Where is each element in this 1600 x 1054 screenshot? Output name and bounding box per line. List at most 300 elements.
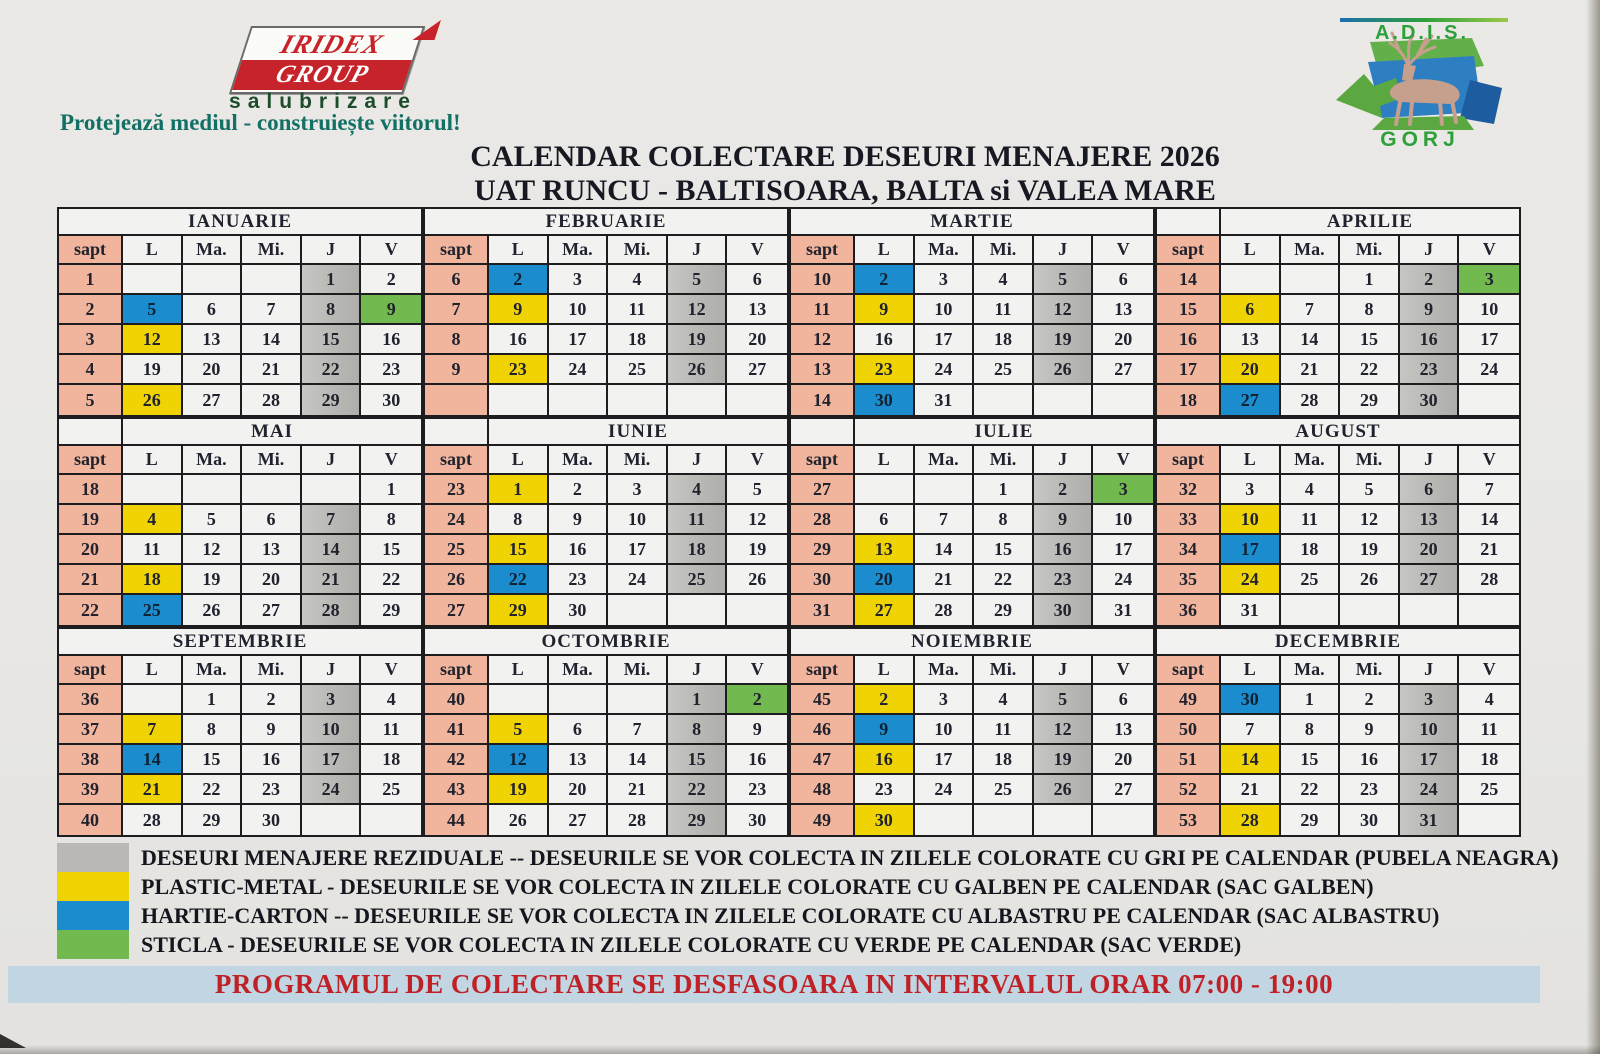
day-cell: 16 <box>242 745 302 775</box>
week-row <box>1157 745 1519 775</box>
week-row <box>1157 565 1519 595</box>
day-cell-yellow: 7 <box>123 715 183 745</box>
day-cell: 26 <box>489 805 549 835</box>
week-row <box>791 355 1153 385</box>
week-row <box>1157 325 1519 355</box>
day-cell: 28 <box>123 805 183 835</box>
day-cell: 30 <box>361 385 421 415</box>
month-title-row <box>59 209 421 236</box>
day-cell: 18 <box>1281 535 1341 565</box>
day-col-header: V <box>1459 446 1519 475</box>
day-cell-gray: 17 <box>1400 745 1460 775</box>
day-cell-blue: 25 <box>123 595 183 625</box>
day-cell: 4 <box>1459 685 1519 715</box>
gorj-text: GORJ <box>1380 128 1460 151</box>
week-number: 46 <box>791 715 855 745</box>
day-cell: 23 <box>855 775 915 805</box>
adis-gorj-logo-icon <box>1322 12 1522 152</box>
day-cell: 4 <box>974 265 1034 295</box>
month-title: AUGUST <box>1157 419 1519 446</box>
day-cell: 3 <box>915 265 975 295</box>
day-cell-blue: 12 <box>489 745 549 775</box>
day-col-header: Ma. <box>549 656 609 685</box>
month-title-row <box>425 629 787 656</box>
day-cell <box>242 475 302 505</box>
day-cell-gray: 10 <box>1400 715 1460 745</box>
week-number: 12 <box>791 325 855 355</box>
day-cell-yellow: 26 <box>123 385 183 415</box>
day-cell: 19 <box>123 355 183 385</box>
day-cell-gray: 25 <box>668 565 728 595</box>
day-cell: 13 <box>549 745 609 775</box>
day-cell <box>123 685 183 715</box>
month-title: NOIEMBRIE <box>791 629 1153 656</box>
day-col-header: Ma. <box>1281 236 1341 265</box>
collection-hours-text: PROGRAMUL DE COLECTARE SE DESFASOARA IN INTERVALUL ORAR 07:00 - 19:00 <box>214 969 1334 999</box>
day-cell-gray: 4 <box>668 475 728 505</box>
day-header-row <box>1157 656 1519 685</box>
day-cell-gray: 10 <box>302 715 362 745</box>
day-col-header: Ma. <box>549 236 609 265</box>
week-number: 15 <box>1157 295 1221 325</box>
day-col-header: J <box>302 656 362 685</box>
day-cell-gray: 22 <box>302 355 362 385</box>
day-cell-yellow: 1 <box>489 475 549 505</box>
day-cell: 16 <box>489 325 549 355</box>
week-number: 31 <box>791 595 855 625</box>
day-cell: 21 <box>1281 355 1341 385</box>
day-cell: 20 <box>1093 325 1153 355</box>
day-cell: 7 <box>1221 715 1281 745</box>
day-col-header: V <box>1093 236 1153 265</box>
day-cell-yellow: 14 <box>1221 745 1281 775</box>
week-col-header: sapt <box>59 236 123 265</box>
month-title: MARTIE <box>791 209 1153 236</box>
day-cell-blue: 27 <box>1221 385 1281 415</box>
week-row <box>791 325 1153 355</box>
day-cell: 22 <box>1281 775 1341 805</box>
day-cell: 2 <box>242 685 302 715</box>
day-col-header: J <box>1400 656 1460 685</box>
day-cell: 5 <box>183 505 243 535</box>
day-cell: 24 <box>915 775 975 805</box>
day-cell: 20 <box>183 355 243 385</box>
day-cell: 15 <box>1340 325 1400 355</box>
day-header-row <box>425 656 787 685</box>
day-cell <box>1459 385 1519 415</box>
legend-item <box>57 930 1547 959</box>
week-row <box>425 325 787 355</box>
week-row <box>791 775 1153 805</box>
week-number: 28 <box>791 505 855 535</box>
day-cell: 26 <box>183 595 243 625</box>
day-cell: 4 <box>361 685 421 715</box>
day-cell: 7 <box>1281 295 1341 325</box>
day-col-header: Ma. <box>915 236 975 265</box>
day-cell: 16 <box>855 325 915 355</box>
day-cell: 12 <box>727 505 787 535</box>
day-col-header: Ma. <box>183 446 243 475</box>
week-row <box>59 595 421 625</box>
week-number: 13 <box>791 355 855 385</box>
week-row <box>1157 775 1519 805</box>
day-col-header: Mi. <box>974 236 1034 265</box>
day-cell-gray: 15 <box>668 745 728 775</box>
day-cell: 14 <box>608 745 668 775</box>
day-cell: 18 <box>1459 745 1519 775</box>
week-col-header: sapt <box>1157 656 1221 685</box>
day-cell: 6 <box>727 265 787 295</box>
week-number: 45 <box>791 685 855 715</box>
week-row <box>59 715 421 745</box>
week-number: 53 <box>1157 805 1221 835</box>
legend-swatch-green <box>57 930 129 959</box>
week-number: 11 <box>791 295 855 325</box>
day-cell: 30 <box>1340 805 1400 835</box>
day-cell: 25 <box>974 775 1034 805</box>
week-row <box>425 295 787 325</box>
day-cell <box>302 805 362 835</box>
day-cell-gray: 15 <box>302 325 362 355</box>
day-cell: 10 <box>915 295 975 325</box>
day-cell: 19 <box>183 565 243 595</box>
day-col-header: L <box>123 656 183 685</box>
week-number: 4 <box>59 355 123 385</box>
day-cell-gray: 5 <box>668 265 728 295</box>
week-number: 32 <box>1157 475 1221 505</box>
day-col-header: V <box>1459 656 1519 685</box>
month-title: IULIE <box>855 419 1153 446</box>
day-cell: 16 <box>1340 745 1400 775</box>
week-row <box>425 265 787 295</box>
week-row <box>791 685 1153 715</box>
week-row <box>1157 685 1519 715</box>
day-cell: 10 <box>608 505 668 535</box>
day-cell: 11 <box>361 715 421 745</box>
day-cell-gray: 24 <box>1400 775 1460 805</box>
day-cell: 3 <box>915 685 975 715</box>
week-row <box>59 385 421 415</box>
week-row <box>1157 385 1519 415</box>
day-cell: 2 <box>1340 685 1400 715</box>
day-cell-gray: 30 <box>1400 385 1460 415</box>
day-cell: 29 <box>361 595 421 625</box>
day-cell: 6 <box>1093 685 1153 715</box>
day-cell: 5 <box>727 475 787 505</box>
day-cell-gray: 30 <box>1034 595 1094 625</box>
day-cell-gray: 23 <box>1034 565 1094 595</box>
day-cell: 27 <box>1093 355 1153 385</box>
day-cell: 2 <box>549 475 609 505</box>
day-cell <box>1221 265 1281 295</box>
week-row <box>425 685 787 715</box>
week-number: 35 <box>1157 565 1221 595</box>
day-cell: 18 <box>361 745 421 775</box>
day-cell: 10 <box>1093 505 1153 535</box>
day-cell: 28 <box>242 385 302 415</box>
day-cell <box>855 475 915 505</box>
week-col-header: sapt <box>791 236 855 265</box>
day-cell: 28 <box>608 805 668 835</box>
day-col-header: V <box>1459 236 1519 265</box>
week-number: 16 <box>1157 325 1221 355</box>
week-row <box>1157 535 1519 565</box>
day-cell <box>727 595 787 625</box>
day-cell: 4 <box>1281 475 1341 505</box>
day-cell: 20 <box>727 325 787 355</box>
week-number: 14 <box>1157 265 1221 295</box>
week-number: 22 <box>59 595 123 625</box>
month-title: SEPTEMBRIE <box>59 629 421 656</box>
day-col-header: Ma. <box>1281 446 1341 475</box>
day-cell: 9 <box>1340 715 1400 745</box>
day-col-header: Ma. <box>183 236 243 265</box>
day-cell: 13 <box>1093 715 1153 745</box>
day-cell: 3 <box>549 265 609 295</box>
document-titles <box>300 140 1390 208</box>
day-cell-gray: 1 <box>668 685 728 715</box>
day-cell: 10 <box>915 715 975 745</box>
day-cell: 14 <box>242 325 302 355</box>
week-number: 43 <box>425 775 489 805</box>
day-cell <box>1281 595 1341 625</box>
footer-band <box>8 966 1540 1003</box>
day-cell: 7 <box>608 715 668 745</box>
day-header-row <box>791 236 1153 265</box>
day-col-header: V <box>1093 656 1153 685</box>
month-title: MAI <box>123 419 421 446</box>
day-cell: 14 <box>915 535 975 565</box>
legend-swatch-blue <box>57 901 129 930</box>
day-cell <box>183 475 243 505</box>
day-cell: 18 <box>974 325 1034 355</box>
day-header-row <box>59 656 421 685</box>
day-cell-yellow: 9 <box>855 295 915 325</box>
day-cell-gray: 19 <box>1034 745 1094 775</box>
day-col-header: Mi. <box>242 236 302 265</box>
day-cell: 12 <box>1340 505 1400 535</box>
week-row <box>59 295 421 325</box>
week-row <box>59 565 421 595</box>
day-col-header: Mi. <box>608 236 668 265</box>
week-number: 44 <box>425 805 489 835</box>
day-col-header: V <box>727 656 787 685</box>
week-row <box>425 805 787 835</box>
day-cell-gray: 28 <box>302 595 362 625</box>
week-row <box>425 595 787 625</box>
iridex-logo-text: IRIDEX <box>277 28 388 59</box>
day-cell: 17 <box>915 745 975 775</box>
day-cell-yellow: 10 <box>1221 505 1281 535</box>
day-col-header: V <box>1093 446 1153 475</box>
day-cell-gray: 16 <box>1400 325 1460 355</box>
day-cell-blue: 30 <box>855 385 915 415</box>
day-cell: 22 <box>361 565 421 595</box>
day-cell: 15 <box>361 535 421 565</box>
day-cell-yellow: 4 <box>123 505 183 535</box>
week-col-header: sapt <box>425 236 489 265</box>
day-cell: 8 <box>361 505 421 535</box>
month-noiembrie <box>789 627 1155 837</box>
day-cell-gray: 21 <box>302 565 362 595</box>
day-col-header: Mi. <box>242 446 302 475</box>
day-cell-gray: 5 <box>1034 265 1094 295</box>
week-col-header: sapt <box>1157 446 1221 475</box>
day-cell: 22 <box>183 775 243 805</box>
page-title: CALENDAR COLECTARE DESEURI MENAJERE 2026 <box>470 140 1220 173</box>
day-cell-yellow: 27 <box>855 595 915 625</box>
day-cell <box>1034 385 1094 415</box>
week-number: 34 <box>1157 535 1221 565</box>
day-cell: 23 <box>549 565 609 595</box>
month-title-row <box>791 419 1153 446</box>
month-title-row <box>425 419 787 446</box>
day-cell-gray: 20 <box>1400 535 1460 565</box>
month-title-row <box>791 629 1153 656</box>
day-cell <box>549 685 609 715</box>
day-cell: 22 <box>974 565 1034 595</box>
day-cell-yellow: 20 <box>1221 355 1281 385</box>
day-col-header: Ma. <box>915 656 975 685</box>
day-cell: 1 <box>183 685 243 715</box>
day-cell: 28 <box>1459 565 1519 595</box>
day-col-header: J <box>1400 236 1460 265</box>
week-col-header: sapt <box>791 656 855 685</box>
week-row <box>1157 265 1519 295</box>
day-cell <box>1093 805 1153 835</box>
day-col-header: J <box>1034 236 1094 265</box>
week-number: 29 <box>791 535 855 565</box>
week-number: 1 <box>59 265 123 295</box>
day-cell: 12 <box>183 535 243 565</box>
day-cell: 7 <box>915 505 975 535</box>
day-cell-gray: 17 <box>302 745 362 775</box>
scan-corner-artifact <box>0 1034 26 1048</box>
day-col-header: V <box>727 236 787 265</box>
day-cell: 20 <box>1093 745 1153 775</box>
week-row <box>1157 295 1519 325</box>
week-number: 3 <box>59 325 123 355</box>
day-cell: 13 <box>183 325 243 355</box>
day-header-row <box>425 236 787 265</box>
day-col-header: J <box>302 236 362 265</box>
day-col-header: Mi. <box>1340 656 1400 685</box>
week-number: 49 <box>791 805 855 835</box>
day-cell: 17 <box>1459 325 1519 355</box>
day-cell: 11 <box>123 535 183 565</box>
day-cell-gray: 31 <box>1400 805 1460 835</box>
day-cell-gray: 29 <box>668 805 728 835</box>
day-cell: 15 <box>974 535 1034 565</box>
month-mai <box>57 417 423 627</box>
week-row <box>791 745 1153 775</box>
day-cell <box>608 595 668 625</box>
day-col-header: Ma. <box>1281 656 1341 685</box>
week-row <box>791 475 1153 505</box>
day-cell: 25 <box>608 355 668 385</box>
day-cell: 1 <box>1340 265 1400 295</box>
week-row <box>791 265 1153 295</box>
day-cell <box>549 385 609 415</box>
month-august <box>1155 417 1521 627</box>
day-col-header: Mi. <box>974 656 1034 685</box>
week-row <box>791 535 1153 565</box>
month-title-row <box>1157 629 1519 656</box>
day-cell-yellow: 9 <box>489 295 549 325</box>
day-cell: 22 <box>1340 355 1400 385</box>
legend-text: PLASTIC-METAL - DESEURILE SE VOR COLECTA IN ZILELE COLORATE CU GALBEN PE CALENDAR (SAC GALBEN) <box>141 873 1374 899</box>
scan-edge-right <box>1586 0 1600 1054</box>
day-cell: 29 <box>1340 385 1400 415</box>
month-title-row <box>1157 419 1519 446</box>
week-number: 19 <box>59 505 123 535</box>
month-title-corner-cell <box>791 419 855 446</box>
day-cell-green: 9 <box>361 295 421 325</box>
month-title: DECEMBRIE <box>1157 629 1519 656</box>
day-cell-gray: 18 <box>668 535 728 565</box>
day-cell: 1 <box>974 475 1034 505</box>
day-cell-gray: 9 <box>1400 295 1460 325</box>
day-cell: 14 <box>1281 325 1341 355</box>
day-cell: 11 <box>608 295 668 325</box>
day-header-row <box>1157 236 1519 265</box>
week-number: 40 <box>59 805 123 835</box>
day-cell: 27 <box>183 385 243 415</box>
month-iulie <box>789 417 1155 627</box>
day-col-header: V <box>727 446 787 475</box>
day-cell: 2 <box>361 265 421 295</box>
week-row <box>791 505 1153 535</box>
day-cell-gray: 7 <box>302 505 362 535</box>
legend-text: DESEURI MENAJERE REZIDUALE -- DESEURILE SE VOR COLECTA IN ZILELE COLORATE CU GRI PE CALENDAR (PUBELA NEAGRA) <box>141 844 1559 870</box>
day-cell: 29 <box>183 805 243 835</box>
day-cell: 13 <box>727 295 787 325</box>
week-number: 50 <box>1157 715 1221 745</box>
day-col-header: Mi. <box>242 656 302 685</box>
day-cell: 16 <box>361 325 421 355</box>
day-cell <box>1459 805 1519 835</box>
calendar-grid <box>57 207 1521 837</box>
day-col-header: J <box>668 656 728 685</box>
day-cell-yellow: 23 <box>489 355 549 385</box>
month-ianuarie <box>57 207 423 417</box>
legend-item <box>57 872 1547 901</box>
day-cell: 6 <box>183 295 243 325</box>
month-iunie <box>423 417 789 627</box>
day-cell: 27 <box>242 595 302 625</box>
week-number: 36 <box>59 685 123 715</box>
day-cell <box>302 475 362 505</box>
week-number: 27 <box>791 475 855 505</box>
month-title-row <box>425 209 787 236</box>
day-cell: 15 <box>1281 745 1341 775</box>
day-cell: 8 <box>489 505 549 535</box>
day-col-header: L <box>855 656 915 685</box>
day-col-header: L <box>855 446 915 475</box>
week-row <box>59 745 421 775</box>
day-cell <box>608 385 668 415</box>
day-cell-yellow: 29 <box>489 595 549 625</box>
salubrizare-label: salubrizare <box>229 90 417 113</box>
day-cell: 27 <box>1093 775 1153 805</box>
week-row <box>425 565 787 595</box>
day-cell <box>608 685 668 715</box>
week-row <box>425 535 787 565</box>
day-cell: 24 <box>1459 355 1519 385</box>
day-col-header: Mi. <box>1340 446 1400 475</box>
day-cell: 30 <box>242 805 302 835</box>
day-cell-blue: 9 <box>855 715 915 745</box>
